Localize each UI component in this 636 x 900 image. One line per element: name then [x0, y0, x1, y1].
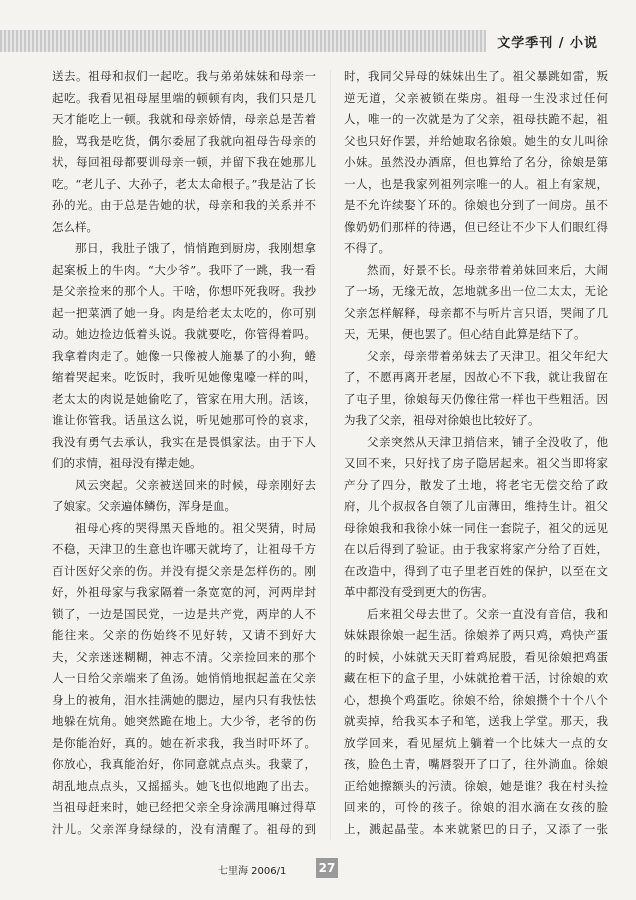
section-title: 文学季刊 / 小说 [497, 36, 598, 51]
column-divider [330, 70, 331, 840]
paragraph: 时，我同父异母的妹妹出生了。祖父暴跳如雷，叛逆无道，父亲被锁在柴房。祖母一生没求过任何人，唯一的一次就是为了父亲，祖母扶跪不起，祖父也只好作罢，并给她取名徐娘。她生的女儿叫徐小妹。虽然没办酒席，但也算给了名分，徐娘是第一人，也是我家列祖列宗唯一的人。祖上有家规，是不允许续娶丫环的。徐娘也分到了一间房。虽不像奶奶们那样的待遇，但已经让不少下人们眼红得不得了。 [344, 69, 608, 255]
paragraph: 父亲突然从天津卫捎信来，铺子全没收了，他又回不来，只好找了房子隐居起来。祖父当即将家产分了四分，散发了土地，将老宅无偿交给了政府，儿个叔叔各自领了儿亩薄田，维持生计。祖父母徐娘我和我徐小妹一同住一套院子，祖父的远见在以后得到了验证。由于我家将家产分给了百姓，在改造中，得到了屯子里老百姓的保护，以至在文革中都没有受到更大的伤害。 [344, 434, 608, 599]
paragraph: 送去。祖母和叔们一起吃。我与弟弟妹妹和母亲一起吃。我看见祖母屋里端的顿顿有肉，我们只是几天才能吃上一顿。我就和母亲娇情，母亲总是苦着脸，骂我是吃货，偶尔委屈了我就向祖母告母亲的状，每回祖母都要训母亲一顿，并留下我在她那儿吃。“老儿子、大孙子，老太太命根子。”我是沾了长孙的光。由于总是告她的状，母亲和我的关系并不怎么样。 [52, 69, 316, 234]
page-footer [0, 858, 636, 878]
paragraph: 风云突起。父亲被送回来的时候，母亲刚好去了娘家。父亲遍体鳞伤，浑身是血。 [52, 477, 316, 513]
page-number: 27 [316, 858, 338, 878]
paragraph: 那日，我肚子饿了，悄悄跑到厨房，我刚想拿起案板上的牛肉。“大少爷”。我吓了一跳，我一看是父亲捡来的那个人。干啥，你想吓死我呀。我抄起一把菜洒了她一身。肉是给老太太吃的，你可别动。她边捡边低着头说。我就要吃，你管得着吗。我拿着肉走了。她像一只像被人施暴了的小狗，蜷缩着哭起来。吃饭时，我听见她像鬼嚎一样的叫，老太太的肉说是她偷吃了，管家在用大刑。活该，谁让你管我。话虽这么说，听见她那可怜的哀求，我没有勇气去承认，我实在是畏惧家法。由于下人们的求情，祖母没有撵走她。 [52, 241, 316, 470]
left-column [52, 66, 316, 842]
right-column [344, 66, 608, 842]
paragraph: 父亲，母亲带着弟妹去了天津卫。祖父年纪大了，不愿再离开老屋，因故心不下我，就让我留在了屯子里，徐娘每天仍像往常一样也干些粗活。因为我了父亲，祖母对徐娘也比较好了。 [344, 348, 608, 427]
paragraph: 后来祖父母去世了。父亲一直没有音信，我和妹妹跟徐娘一起生活。徐娘养了两只鸡，鸡快产蛋的时候，小妹就天天盯着鸡屁股，看见徐娘把鸡蛋藏在柜下的盒子里，小妹就抢着干活，讨徐娘的欢心，想换个鸡蛋吃。徐娘不给，徐娘攒个十个八个就卖掉，给我买本子和笔，送我上学堂。那天，我放学回来，看见屋炕上躺着一个比妹大一点的女孩，脸色土青，嘴唇裂开了口了，往外淌血。徐娘正给她擦额头的污渍。徐娘，她是谁？我在村头捡回来的，可怜的孩子。徐娘的泪水滴在女孩的脸上，溅起晶莹。本来就紧巴的日子，又添了一张 [344, 606, 608, 836]
paragraph: 然而，好景不长。母亲带着弟妹回来后，大闹了一场，无缘无故，怎地就多出一位二太太，无论父亲怎样解释，母亲都不与听片言只语，哭闹了几天，无果，便也罢了。但心结自此算是结下了。 [344, 262, 608, 341]
paragraph: 祖母心疼的哭得黑天昏地的。祖父哭猜，时局不稳，天津卫的生意也许哪天就垮了，让祖母千方百计医好父亲的伤。并没有提父亲是怎样伤的。刚好，外祖母家与我家隔着一条宽宽的河，河两岸封锁了，一边是国民党，一边是共产党，两岸的人不能往来。父亲的伤始终不见好转，又请不到好大夫，父亲迷迷糊糊，神志不清。父亲捡回来的那个人一日给父亲端来了鱼汤。她悄悄地抿起盖在父亲身上的被角，泪水挂满她的腮边，屋内只有我怯怯地躲在炕角。她突然跪在地上。大少爷，老爷的伤是你能治好，真的。她在祈求我，我当时吓坏了。你放心，我真能治好，你同意就点点头。我蒙了，胡乱地点点头，又摇摇头。她飞也似地跑了出去。当祖母赶来时，她已经把父亲全身涂满甩嘛过得草汁儿。父亲浑身绿绿的，没有清醒了。祖母的到 [52, 520, 316, 836]
magazine-issue: 七里海 2006/1 [218, 866, 287, 877]
